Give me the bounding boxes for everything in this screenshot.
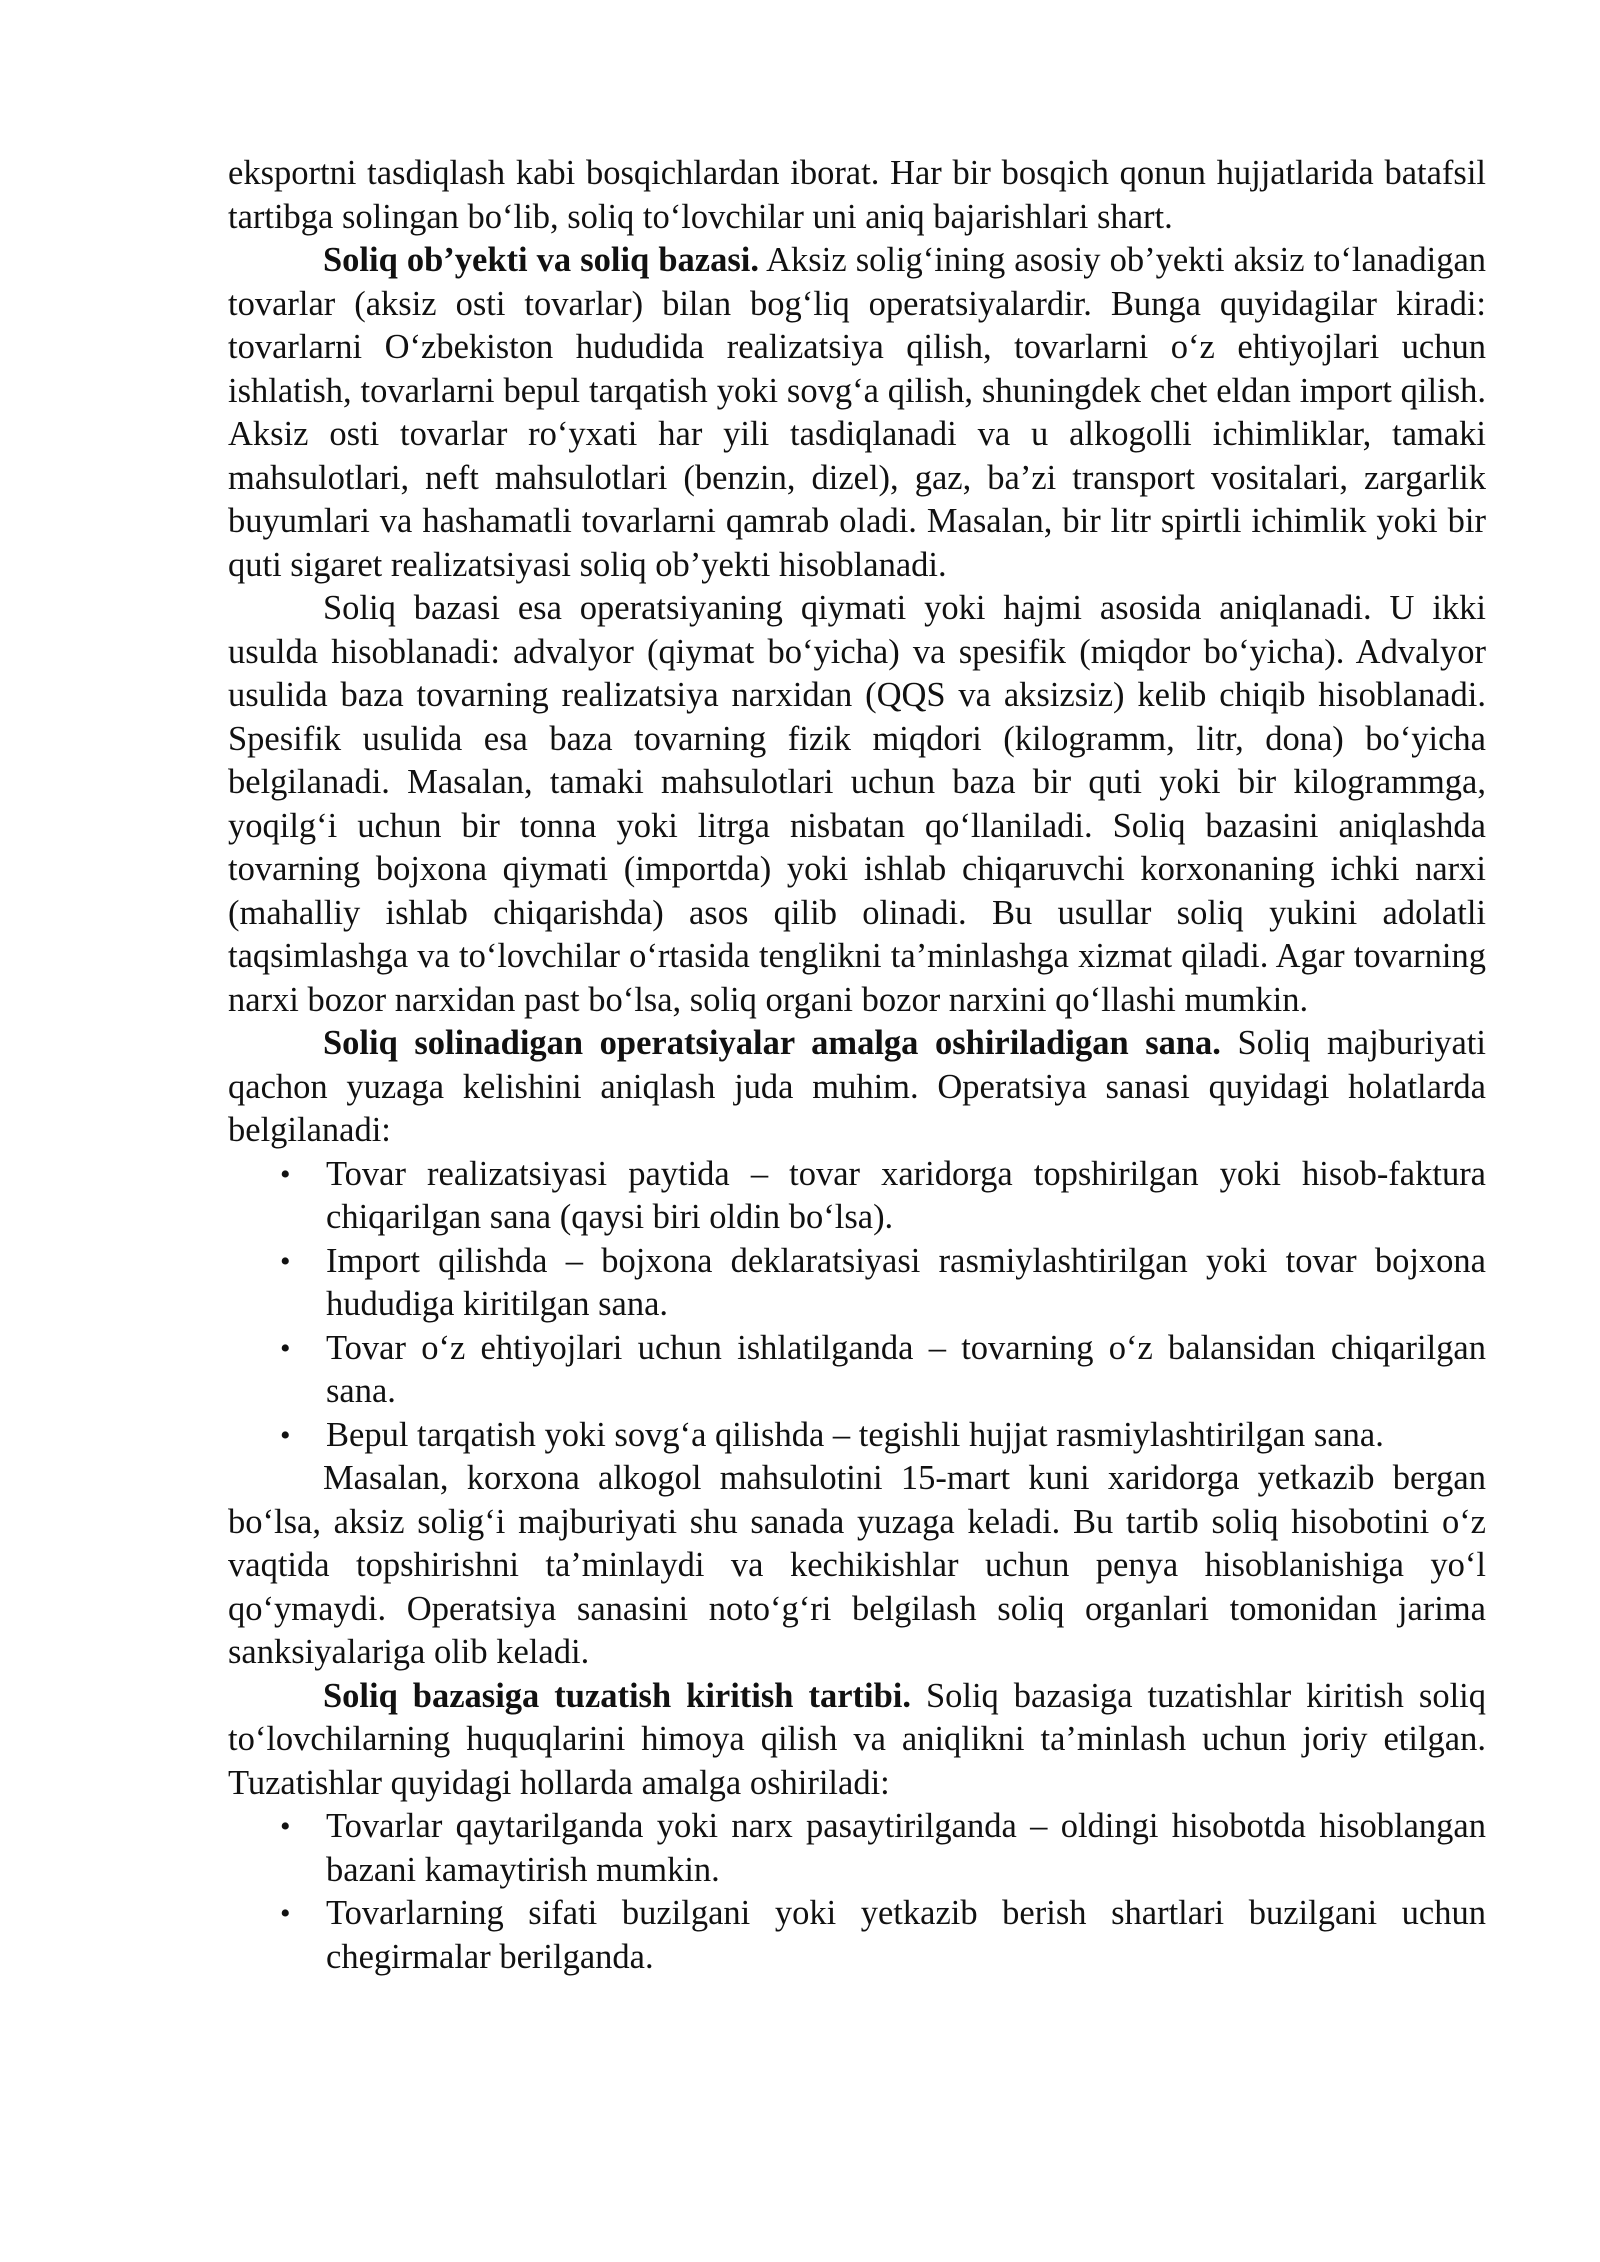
document-page [228, 152, 1486, 1979]
paragraph-tax-object-body: Aksiz solig‘ining asosiy ob’yekti aksiz to‘lanadigan tovarlar (aksiz osti tovarlar) bilan bog‘liq operatsiyalardir. Bunga quyidagilar kiradi: tovarlarni O‘zbekiston hududida realizatsiya qilish, tovarlarni o‘z ehtiyojlari uchun ishlatish, tovarlarni bepul tarqatish yoki sovg‘a qilish, shuningdek chet eldan import qilish. Aksiz osti tovarlar ro‘yxati har yili tasdiqlanadi va u alkogolli ichimliklar, tamaki mahsulotlari, neft mahsulotlari (benzin, dizel), gaz, ba’zi transport vositalari, zargarlik buyumlari va hashamatli tovarlarni qamrab oladi. Masalan, bir litr spirtli ichimlik yoki bir quti sigaret realizatsiyasi soliq ob’yekti hisoblanadi. [228, 241, 1487, 584]
list-item [228, 1240, 1486, 1327]
bullet-icon: • [280, 1418, 291, 1452]
adjustment-list [228, 1805, 1486, 1979]
operation-date-list [228, 1153, 1486, 1458]
list-item-text: Tovar o‘z ehtiyojlari uchun ishlatilganda – tovarning o‘z balansidan chiqarilgan sana. [326, 1328, 1486, 1410]
list-item [228, 1414, 1486, 1458]
heading-adjustment: Soliq bazasiga tuzatish kiritish tartibi. [323, 1676, 911, 1715]
list-item [228, 1805, 1486, 1892]
list-item [228, 1327, 1486, 1414]
heading-tax-object: Soliq ob’yekti va soliq bazasi. [323, 241, 759, 279]
paragraph-operation-date [228, 1022, 1486, 1153]
bullet-icon: • [280, 1244, 291, 1278]
paragraph-tax-base: Soliq bazasi esa operatsiyaning qiymati yoki hajmi asosida aniqlanadi. U ikki usulda hisoblanadi: advalyor (qiymat bo‘yicha) va spesifik (miqdor bo‘yicha). Advalyor usulida baza tovarning realizatsiya narxidan (QQS va aksizsiz) kelib chiqib hisoblanadi. Spesifik usulida esa baza tovarning fizik miqdori (kilogramm, litr, dona) bo‘yicha belgilanadi. Masalan, tamaki mahsulotlari uchun baza bir quti yoki bir kilogrammga, yoqilg‘i uchun bir tonna yoki litrga nisbatan qo‘llaniladi. Soliq bazasini aniqlashda tovarning bojxona qiymati (importda) yoki ishlab chiqaruvchi korxonaning ichki narxi (mahalliy ishlab chiqarishda) asos qilib olinadi. Bu usullar soliq yukini adolatli taqsimlashga va to‘lovchilar o‘rtasida tenglikni ta’minlashga xizmat qiladi. Agar tovarning narxi bozor narxidan past bo‘lsa, soliq organi bozor narxini qo‘llashi mumkin. [228, 589, 1486, 1019]
paragraph-adjustment-body: Soliq bazasiga tuzatishlar kiritish soliq to‘lovchilarning huquqlarini himoya qilish va aniqlikni ta’minlash uchun joriy etilgan. Tuzatishlar quyidagi hollarda amalga oshiriladi: [228, 1676, 1486, 1802]
bullet-icon: • [280, 1157, 291, 1191]
paragraph-continuation: eksportni tasdiqlash kabi bosqichlardan iborat. Har bir bosqich qonun hujjatlarida batafsil tartibga solingan bo‘lib, soliq to‘lovchilar uni aniq bajarishlari shart. [228, 154, 1486, 236]
paragraph-tax-object [228, 239, 1486, 587]
paragraph-adjustment [228, 1675, 1486, 1806]
bullet-icon: • [280, 1810, 291, 1843]
list-item-text: Tovar realizatsiyasi paytida – tovar xaridorga topshirilgan yoki hisob-faktura chiqarilgan sana (qaysi biri oldin bo‘lsa). [326, 1154, 1486, 1236]
bullet-icon: • [280, 1897, 291, 1930]
list-item-text: Tovarlarning sifati buzilgani yoki yetkazib berish shartlari buzilgani uchun chegirmalar berilganda. [326, 1894, 1486, 1976]
list-item [228, 1153, 1486, 1240]
list-item [228, 1892, 1486, 1979]
bullet-icon: • [280, 1331, 291, 1365]
paragraph-operation-date-body: Soliq majburiyati qachon yuzaga kelishini aniqlash juda muhim. Operatsiya sanasi quyidagi holatlarda belgilanadi: [228, 1024, 1486, 1149]
heading-operation-date: Soliq solinadigan operatsiyalar amalga oshiriladigan sana. [323, 1024, 1221, 1062]
list-item-text: Bepul tarqatish yoki sovg‘a qilishda – tegishli hujjat rasmiylashtirilgan sana. [326, 1415, 1384, 1454]
list-item-text: Tovarlar qaytarilganda yoki narx pasaytirilganda – oldingi hisobotda hisoblangan bazani kamaytirish mumkin. [326, 1807, 1486, 1889]
list-item-text: Import qilishda – bojxona deklaratsiyasi rasmiylashtirilgan yoki tovar bojxona hududiga kiritilgan sana. [326, 1241, 1486, 1323]
paragraph-example: Masalan, korxona alkogol mahsulotini 15-mart kuni xaridorga yetkazib bergan bo‘lsa, aksiz solig‘i majburiyati shu sanada yuzaga keladi. Bu tartib soliq hisobotini o‘z vaqtida topshirishni ta’minlaydi va kechikishlar uchun penya hisoblanishiga yo‘l qo‘ymaydi. Operatsiya sanasini noto‘g‘ri belgilash soliq organlari tomonidan jarima sanksiyalariga olib keladi. [228, 1459, 1486, 1671]
